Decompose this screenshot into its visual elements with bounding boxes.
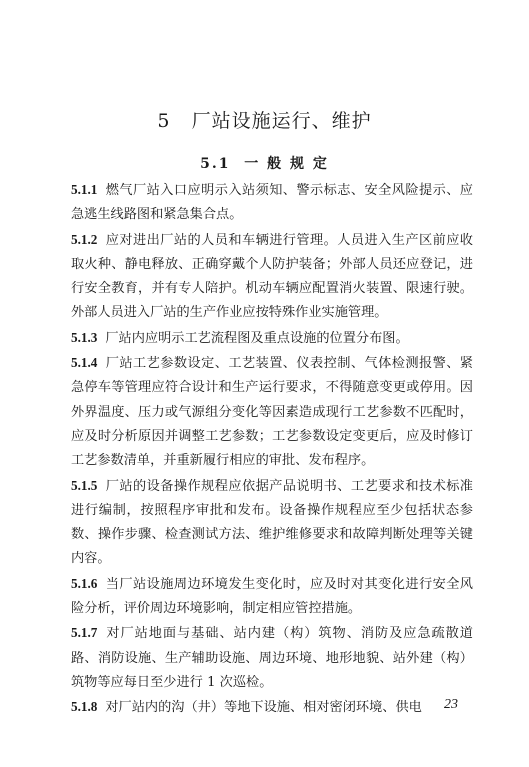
clause-number: 5.1.8 xyxy=(71,699,98,715)
clause-text: 燃气厂站入口应明示入站须知、警示标志、安全风险提示、应急逃生线路图和紧急集合点。 xyxy=(71,183,473,223)
clause-5-1-6 xyxy=(71,572,473,622)
clause-5-1-1 xyxy=(71,178,473,228)
clause-text: 厂站的设备操作规程应依据产品说明书、工艺要求和技术标准进行编制，按照程序审批和发布。设备操作规程应至少包括状态参数、操作步骤、检查测试方法、维护维修要求和故障判断处理等关键内容。 xyxy=(71,478,473,567)
page-number: 23 xyxy=(444,697,458,712)
clause-5-1-8 xyxy=(71,695,473,720)
clause-5-1-4 xyxy=(71,351,473,473)
chapter-title: 5 厂站设施运行、维护 xyxy=(157,110,372,132)
clause-text: 应对进出厂站的人员和车辆进行管理。人员进入生产区前应收取火种、静电释放、正确穿戴个人防护装备；外部人员还应登记，进行安全教育，并有专人陪护。机动车辆应配置消火装置、限速行驶。外部人员进入厂站的生产作业应按特殊作业实施管理。 xyxy=(71,232,473,321)
clause-text: 厂站内应明示工艺流程图及重点设施的位置分布图。 xyxy=(105,330,409,346)
clause-number: 5.1.3 xyxy=(71,329,98,345)
clause-list xyxy=(71,178,473,721)
clause-number: 5.1.7 xyxy=(71,625,98,641)
clause-text: 对厂站内的沟（井）等地下设施、相对密闭环境、供电 xyxy=(105,700,422,716)
clause-number: 5.1.2 xyxy=(71,231,98,247)
clause-5-1-3 xyxy=(71,326,473,351)
clause-number: 5.1.1 xyxy=(71,182,98,197)
clause-number: 5.1.5 xyxy=(71,477,98,493)
clause-number: 5.1.6 xyxy=(71,575,98,591)
clause-number: 5.1.4 xyxy=(71,355,98,371)
clause-text: 厂站工艺参数设定、工艺装置、仪表控制、气体检测报警、紧急停车等管理应符合设计和生产运行要求，不得随意变更或停用。因外界温度、压力或气源组分变化等因素造成现行工艺参数不匹配时，应及时分析原因并调整工艺参数；工艺参数设定变更后，应及时修订工艺参数清单，并重新履行相应的审批、发布程序。 xyxy=(71,356,473,469)
clause-5-1-7 xyxy=(71,621,473,695)
clause-text: 对厂站地面与基础、站内建（构）筑物、消防及应急疏散道路、消防设施、生产辅助设施、周边环境、地形地貌、站外建（构）筑物等应每日至少进行 1 次巡检。 xyxy=(71,626,473,690)
section-title: 5.1 一 般 规 定 xyxy=(200,156,329,172)
clause-5-1-2 xyxy=(71,228,473,326)
clause-text: 当厂站设施周边环境发生变化时，应及时对其变化进行安全风险分析，评价周边环境影响，制定相应管控措施。 xyxy=(71,576,473,617)
clause-5-1-5 xyxy=(71,474,473,572)
